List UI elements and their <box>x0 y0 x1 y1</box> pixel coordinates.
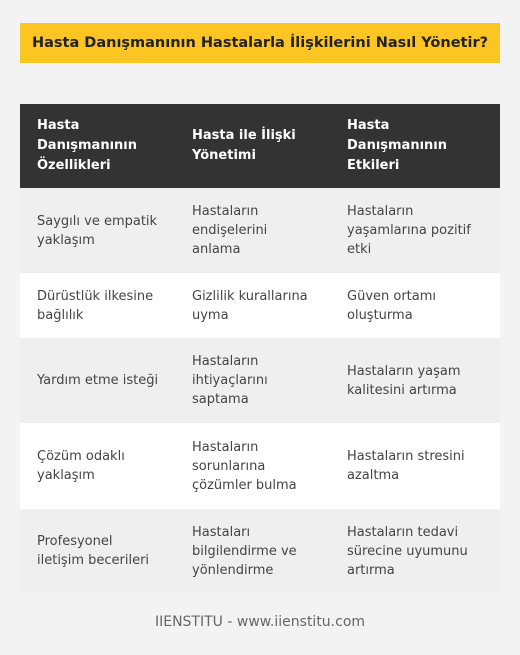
table-cell: Dürüstlük ilkesine bağlılık <box>20 273 175 338</box>
page-title: Hasta Danışmanının Hastalarla İlişkilerini Nasıl Yönetir? <box>31 35 489 51</box>
title-banner <box>20 23 500 63</box>
header-ozellikler: Hasta Danışmanının Özellikleri <box>20 104 175 188</box>
table-cell: Profesyonel iletişim becerileri <box>20 509 175 593</box>
table-cell: Hastaların endişelerini anlama <box>175 188 330 273</box>
table-cell: Güven ortamı oluşturma <box>330 273 500 338</box>
table-cell: Hastaların sorunlarına çözümler bulma <box>175 423 330 509</box>
table-cell: Hastaların ihtiyaçlarını saptama <box>175 338 330 423</box>
table-cell: Saygılı ve empatik yaklaşım <box>20 188 175 273</box>
table-cell: Gizlilik kurallarına uyma <box>175 273 330 338</box>
header-etkiler: Hasta Danışmanının Etkileri <box>330 104 500 188</box>
comparison-table <box>20 104 500 593</box>
table-cell: Yardım etme isteği <box>20 338 175 423</box>
table-cell: Hastaların tedavi sürecine uyumunu artırma <box>330 509 500 593</box>
table-row <box>20 338 500 423</box>
table-cell: Hastaların yaşamlarına pozitif etki <box>330 188 500 273</box>
table-cell: Hastaların yaşam kalitesini artırma <box>330 338 500 423</box>
table-row <box>20 423 500 509</box>
table-row <box>20 509 500 593</box>
table-cell: Hastaları bilgilendirme ve yönlendirme <box>175 509 330 593</box>
table-cell: Hastaların stresini azaltma <box>330 423 500 509</box>
table-header-row <box>20 104 500 188</box>
table-row <box>20 188 500 273</box>
footer-credit: IIENSTITU - www.iienstitu.com <box>154 614 366 630</box>
table-cell: Çözüm odaklı yaklaşım <box>20 423 175 509</box>
table-row <box>20 273 500 338</box>
header-iliski-yonetimi: Hasta ile İlişki Yönetimi <box>175 104 330 188</box>
